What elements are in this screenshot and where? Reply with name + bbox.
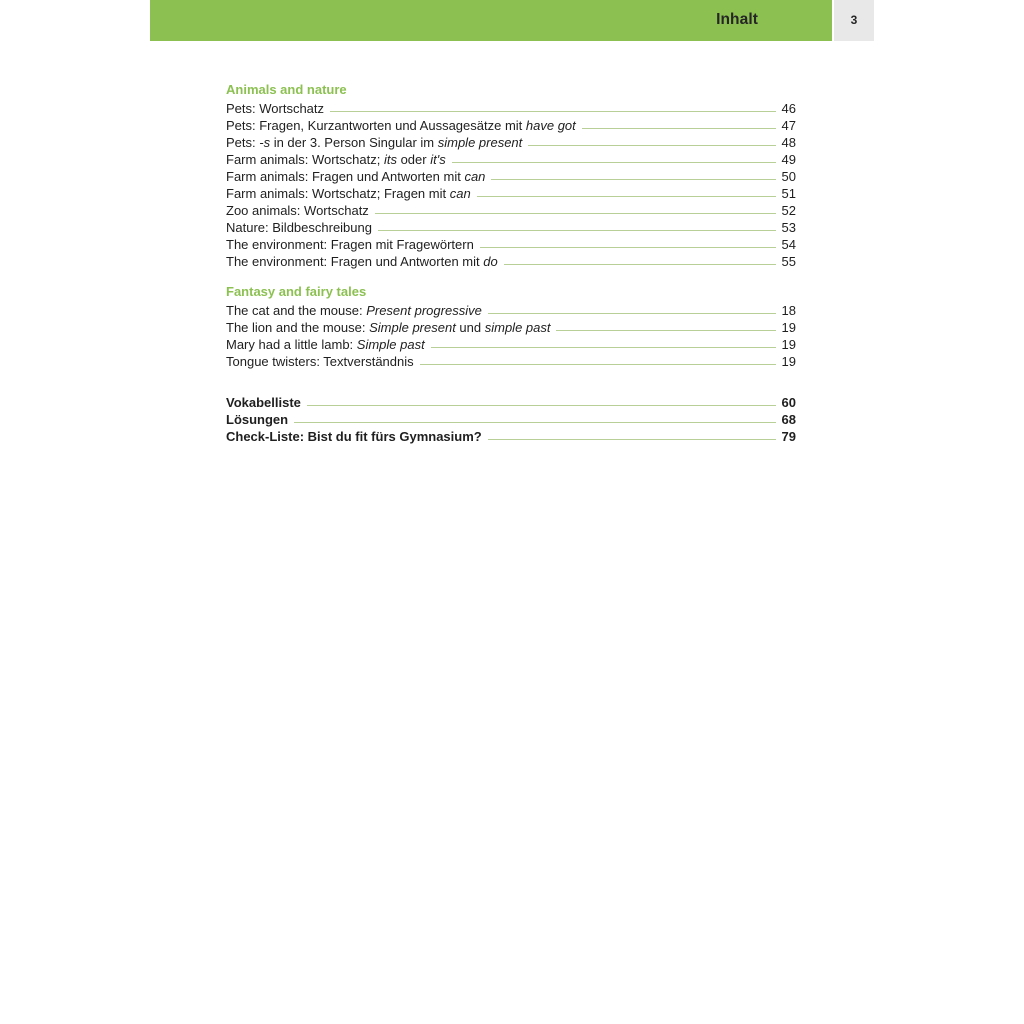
toc-leader-line <box>491 178 775 180</box>
toc-entry-title-italic: can <box>449 186 471 201</box>
toc-entry-page: 52 <box>781 203 796 218</box>
toc-entry[interactable] <box>226 353 796 370</box>
toc-entry-page: 68 <box>781 412 796 427</box>
toc-entry-title <box>226 219 372 236</box>
toc-entry-title-text: Check-Liste: Bist du fit fürs Gymnasium? <box>226 429 482 444</box>
toc-section-heading: Animals and nature <box>226 82 347 97</box>
toc-entry[interactable] <box>226 302 796 319</box>
toc-entry-title-text: oder <box>396 152 431 167</box>
toc-entry-title-text: Tongue twisters: Textverständnis <box>226 354 414 369</box>
toc-leader-line <box>477 195 776 197</box>
toc-leader-line <box>488 438 776 440</box>
toc-entry-title-italic: have got <box>525 118 576 133</box>
table-of-contents <box>226 80 796 445</box>
toc-entry-title <box>226 151 446 168</box>
toc-entry-title <box>226 185 471 202</box>
toc-entry-title-italic: it's <box>430 152 446 167</box>
toc-entry-title-italic: simple present <box>437 135 523 150</box>
toc-entry[interactable] <box>226 394 796 411</box>
toc-entry-title-text: Farm animals: Wortschatz; Fragen mit <box>226 186 450 201</box>
toc-entry-page: 19 <box>781 320 796 335</box>
toc-section <box>226 282 796 370</box>
toc-entry-page: 55 <box>781 254 796 269</box>
toc-entry-title-text: Pets: Wortschatz <box>226 101 325 116</box>
toc-entry[interactable] <box>226 168 796 185</box>
page-number: 3 <box>850 13 858 27</box>
toc-entry[interactable] <box>226 151 796 168</box>
toc-entry-title-text: Farm animals: Wortschatz; <box>226 152 384 167</box>
toc-entry-page: 60 <box>781 395 796 410</box>
toc-entry-page: 54 <box>781 237 796 252</box>
toc-entry[interactable] <box>226 336 796 353</box>
toc-entry-title-italic: Simple present <box>369 320 456 335</box>
toc-entry[interactable] <box>226 428 796 445</box>
toc-entry-title-italic: -s <box>259 135 271 150</box>
toc-entry-title <box>226 236 474 253</box>
toc-entry-page: 47 <box>781 118 796 133</box>
toc-entry-title <box>226 336 425 353</box>
toc-entry[interactable] <box>226 134 796 151</box>
toc-leader-line <box>431 346 776 348</box>
toc-entry-title-text: Vokabelliste <box>226 395 301 410</box>
toc-entry-title-text: Pets: <box>226 135 260 150</box>
toc-entry-title-italic: simple past <box>484 320 551 335</box>
toc-entry-title-text: The environment: Fragen mit Fragewörtern <box>226 237 474 252</box>
toc-entry[interactable] <box>226 100 796 117</box>
toc-entry-title-text: Nature: Bildbeschreibung <box>226 220 372 235</box>
toc-entry-title <box>226 134 522 151</box>
page-number-tab <box>834 0 874 41</box>
toc-entry[interactable] <box>226 319 796 336</box>
toc-entry[interactable] <box>226 117 796 134</box>
toc-entry-title-text: The environment: Fragen und Antworten mit <box>226 254 484 269</box>
toc-entry-title <box>226 319 550 336</box>
toc-entry-title-text: Lösungen <box>226 412 289 427</box>
toc-entry-title <box>226 202 369 219</box>
toc-section-heading: Fantasy and fairy tales <box>226 284 367 299</box>
toc-entry-page: 48 <box>781 135 796 150</box>
toc-leader-line <box>294 421 775 423</box>
toc-entry-page: 18 <box>781 303 796 318</box>
toc-entry[interactable] <box>226 202 796 219</box>
toc-entry-title-text: The cat and the mouse: <box>226 303 367 318</box>
toc-leader-line <box>528 144 775 146</box>
toc-entry-title-text: Farm animals: Fragen und Antworten mit <box>226 169 465 184</box>
toc-entry-title-text: Mary had a little lamb: <box>226 337 357 352</box>
page-title: Inhalt <box>716 11 758 28</box>
toc-leader-line <box>452 161 776 163</box>
toc-entry-page: 50 <box>781 169 796 184</box>
toc-entry-title <box>226 168 485 185</box>
toc-entry-title-italic: Simple past <box>356 337 425 352</box>
toc-leader-line <box>480 246 776 248</box>
toc-entry-page: 51 <box>781 186 796 201</box>
toc-entry-title <box>226 353 414 370</box>
toc-entry-title-text: in der 3. Person Singular im <box>270 135 438 150</box>
toc-entry-page: 49 <box>781 152 796 167</box>
toc-leader-line <box>330 110 776 112</box>
toc-entry-page: 46 <box>781 101 796 116</box>
toc-leader-line <box>556 329 775 331</box>
toc-entry-title-text: und <box>455 320 485 335</box>
toc-entry-title <box>226 411 288 428</box>
toc-entry-title <box>226 100 324 117</box>
toc-entry-title-italic: can <box>464 169 486 184</box>
toc-entry-title-italic: its <box>383 152 397 167</box>
toc-leader-line <box>420 363 776 365</box>
toc-entry-title <box>226 394 301 411</box>
toc-section <box>226 80 796 270</box>
toc-entry[interactable] <box>226 253 796 270</box>
toc-leader-line <box>378 229 776 231</box>
header-bar <box>150 0 832 41</box>
toc-entry-title <box>226 117 576 134</box>
toc-entry[interactable] <box>226 236 796 253</box>
toc-appendix <box>226 394 796 445</box>
toc-entry-title <box>226 302 482 319</box>
toc-entry-page: 79 <box>781 429 796 444</box>
toc-entry-page: 53 <box>781 220 796 235</box>
toc-entry-page: 19 <box>781 354 796 369</box>
toc-entry-title-italic: Present progressive <box>366 303 482 318</box>
toc-entry-title <box>226 253 498 270</box>
toc-entry[interactable] <box>226 411 796 428</box>
toc-entry-page: 19 <box>781 337 796 352</box>
toc-leader-line <box>504 263 776 265</box>
toc-leader-line <box>582 127 776 129</box>
toc-entry-title-text: The lion and the mouse: <box>226 320 370 335</box>
toc-entry-title-italic: do <box>483 254 498 269</box>
toc-sections <box>226 80 796 370</box>
toc-leader-line <box>488 312 776 314</box>
toc-leader-line <box>307 404 776 406</box>
toc-entry-title-text: Zoo animals: Wortschatz <box>226 203 369 218</box>
toc-leader-line <box>375 212 776 214</box>
toc-entry-title <box>226 428 482 445</box>
toc-entry[interactable] <box>226 219 796 236</box>
toc-entry-title-text: Pets: Fragen, Kurzantworten und Aussagesätze mit <box>226 118 526 133</box>
toc-entry[interactable] <box>226 185 796 202</box>
